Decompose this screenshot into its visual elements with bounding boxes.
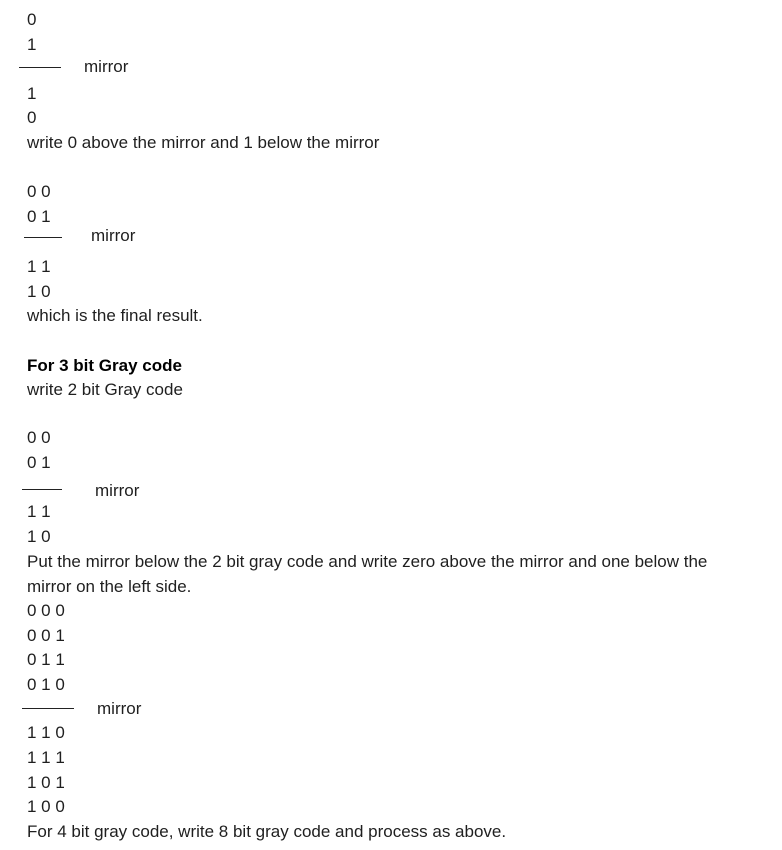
code-row: 1 — [27, 84, 37, 103]
explanation-text: write 2 bit Gray code — [27, 380, 183, 399]
code-row: 0 1 1 — [27, 650, 65, 669]
code-row: 1 1 1 — [27, 748, 65, 767]
code-row: 1 0 1 — [27, 773, 65, 792]
code-row: 0 1 — [27, 453, 51, 472]
code-row: 1 1 — [27, 502, 51, 521]
code-row: 1 1 0 — [27, 723, 65, 742]
code-row: 0 1 — [27, 207, 51, 226]
mirror-line — [22, 708, 74, 709]
mirror-line — [24, 237, 62, 238]
code-row: 0 — [27, 10, 37, 29]
mirror-label: mirror — [84, 57, 129, 76]
code-row: 0 0 — [27, 428, 51, 447]
mirror-line — [22, 489, 62, 490]
code-row: 0 0 0 — [27, 601, 65, 620]
code-row: 1 0 — [27, 282, 51, 301]
code-row: 1 0 0 — [27, 797, 65, 816]
mirror-label: mirror — [97, 699, 142, 718]
explanation-text: which is the final result. — [27, 306, 203, 325]
code-row: 0 — [27, 108, 37, 127]
mirror-label: mirror — [91, 226, 136, 245]
code-row: 1 — [27, 35, 37, 54]
mirror-label: mirror — [95, 481, 140, 500]
section-heading: For 3 bit Gray code — [27, 356, 182, 375]
code-row: 0 1 0 — [27, 675, 65, 694]
code-row: 1 0 — [27, 527, 51, 546]
code-row: 0 0 1 — [27, 626, 65, 645]
explanation-text: For 4 bit gray code, write 8 bit gray code and process as above. — [27, 822, 507, 841]
mirror-line — [19, 67, 61, 68]
instruction-paragraph: Put the mirror below the 2 bit gray code and write zero above the mirror and one below the mirror on the left side. — [27, 552, 708, 596]
code-row: 0 0 — [27, 182, 51, 201]
code-row: 1 1 — [27, 257, 51, 276]
explanation-text: write 0 above the mirror and 1 below the mirror — [27, 133, 380, 152]
